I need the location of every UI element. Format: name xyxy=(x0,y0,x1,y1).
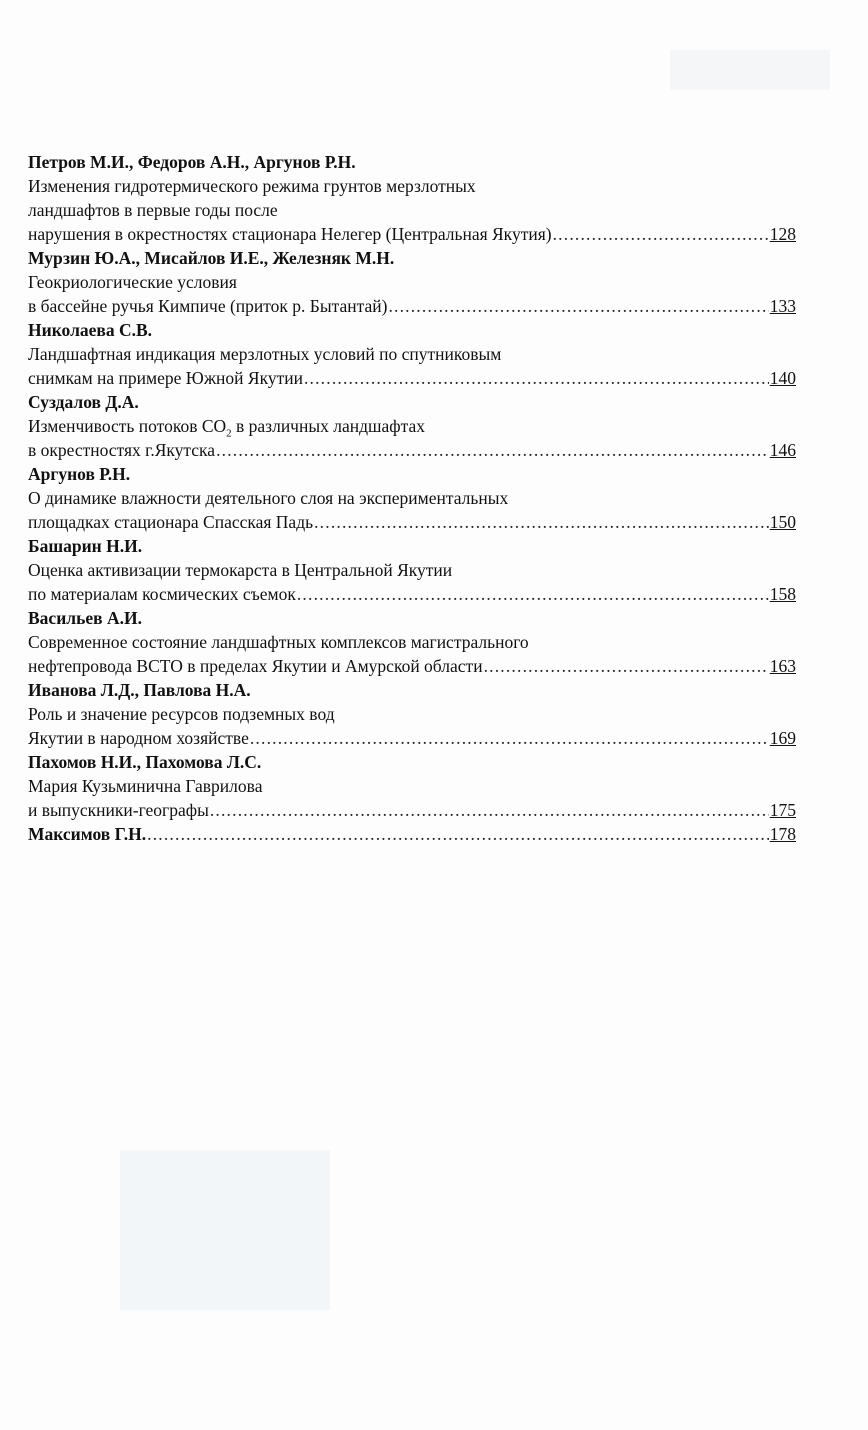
toc-entry-authors: Суздалов Д.А. xyxy=(28,392,139,412)
toc-entry-page-number: 150 xyxy=(769,512,796,532)
toc-entry xyxy=(28,150,796,246)
toc-entry xyxy=(28,246,796,318)
dot-leader xyxy=(297,582,769,606)
toc-entry-authors: Петров М.И., Федоров А.Н., Аргунов Р.Н. xyxy=(28,152,356,172)
toc-entry-leader-line xyxy=(28,654,796,678)
toc-entry-title-line: нефтепровода ВСТО в пределах Якутии и Амурской области xyxy=(28,656,483,676)
toc-entry-page-number: 158 xyxy=(769,584,796,604)
toc-entry-leader-line xyxy=(28,366,796,390)
dot-leader xyxy=(484,654,769,678)
dot-leader xyxy=(250,726,769,750)
toc-entry-title-line: площадках стационара Спасская Падь xyxy=(28,512,314,532)
toc-entry-leader-line xyxy=(28,822,796,846)
toc-entry xyxy=(28,534,796,606)
toc-entry-authors: Николаева С.В. xyxy=(28,320,153,340)
toc-entry-leader-line xyxy=(28,510,796,534)
subscript: 2 xyxy=(226,427,232,440)
toc-entry xyxy=(28,318,796,390)
title-text: Изменчивость потоков СО xyxy=(28,416,227,436)
toc-entry xyxy=(28,606,796,678)
toc-entry-page-number: 169 xyxy=(769,728,796,748)
bleed-through-mark-top xyxy=(660,40,840,100)
toc-entry xyxy=(28,390,796,462)
toc-entry-leader-line xyxy=(28,726,796,750)
toc-entry-title-line: Якутии в народном хозяйстве xyxy=(28,728,249,748)
toc-entry-authors: Башарин Н.И. xyxy=(28,536,143,556)
toc-entry-authors: Васильев А.И. xyxy=(28,608,142,628)
toc-entry xyxy=(28,462,796,534)
toc-entry-authors: Мурзин Ю.А., Мисайлов И.Е., Железняк М.Н. xyxy=(28,248,395,268)
dot-leader xyxy=(216,438,769,462)
dot-leader xyxy=(210,798,769,822)
toc-entry xyxy=(28,750,796,822)
bleed-through-mark-bottom xyxy=(110,1140,340,1320)
toc-entry-title-line: Роль и значение ресурсов подземных вод xyxy=(28,704,335,724)
toc-entry-title-line: и выпускники-географы xyxy=(28,800,209,820)
dot-leader xyxy=(553,222,769,246)
toc-entry-title-line: ландшафтов в первые годы после xyxy=(28,200,278,220)
toc-entry-page-number: 175 xyxy=(769,800,796,820)
toc-entry-authors: Пахомов Н.И., Пахомова Л.С. xyxy=(28,752,262,772)
toc-entry-leader-line xyxy=(28,294,796,318)
toc-entry-title-line: Изменения гидротермического режима грунтов мерзлотных xyxy=(28,176,476,196)
toc-entry-title-line: нарушения в окрестностях стационара Нелегер (Центральная Якутия) xyxy=(28,224,552,244)
dot-leader xyxy=(304,366,769,390)
toc-entry-authors: Аргунов Р.Н. xyxy=(28,464,131,484)
toc-entry-page-number: 140 xyxy=(769,368,796,388)
title-text: в различных ландшафтах xyxy=(231,416,425,436)
toc-entry-title-line: Мария Кузьминична Гаврилова xyxy=(28,776,263,796)
toc-entry-authors: Максимов Г.Н. xyxy=(28,824,147,844)
toc-entry-page-number: 128 xyxy=(769,224,796,244)
toc-entry-leader-line xyxy=(28,798,796,822)
dot-leader xyxy=(314,510,769,534)
toc-entry-title-line: О динамике влажности деятельного слоя на экспериментальных xyxy=(28,488,509,508)
toc-entry-title-line: Ландшафтная индикация мерзлотных условий по спутниковым xyxy=(28,344,502,364)
toc-entry-title-line: Современное состояние ландшафтных комплексов магистрального xyxy=(28,632,529,652)
dot-leader xyxy=(388,294,768,318)
toc-entry-leader-line xyxy=(28,222,796,246)
toc-entry-title-line: Оценка активизации термокарста в Центральной Якутии xyxy=(28,560,453,580)
toc-entry-authors: Иванова Л.Д., Павлова Н.А. xyxy=(28,680,251,700)
toc-entry-title-line xyxy=(28,414,796,438)
toc-entry-leader-line xyxy=(28,582,796,606)
table-of-contents xyxy=(28,150,796,846)
toc-entry-title-line: в бассейне ручья Кимпиче (приток р. Бытантай) xyxy=(28,296,388,316)
toc-entry xyxy=(28,822,796,846)
toc-entry-leader-line xyxy=(28,438,796,462)
toc-entry-page-number: 163 xyxy=(769,656,796,676)
toc-entry-title-line: в окрестностях г.Якутска xyxy=(28,440,216,460)
toc-entry-title-line: снимкам на примере Южной Якутии xyxy=(28,368,303,388)
toc-entry xyxy=(28,678,796,750)
toc-entry-title-line: Геокриологические условия xyxy=(28,272,237,292)
toc-entry-page-number: 133 xyxy=(769,296,796,316)
dot-leader xyxy=(147,822,769,846)
toc-entry-page-number: 178 xyxy=(769,824,796,844)
toc-entry-title-line: по материалам космических съемок xyxy=(28,584,296,604)
toc-entry-page-number: 146 xyxy=(769,440,796,460)
